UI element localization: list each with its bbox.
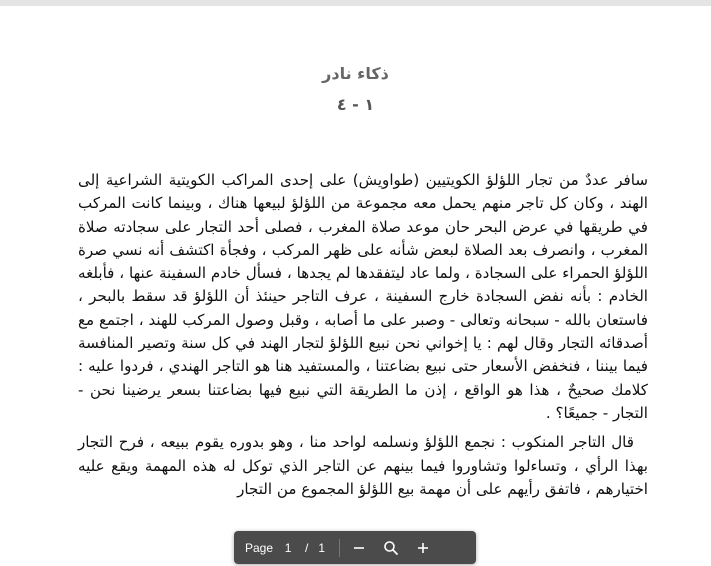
page-toolbar <box>234 531 476 564</box>
page-label: Page <box>245 540 274 555</box>
zoom-out-button[interactable] <box>346 535 372 561</box>
document-title: ذكاء نادر <box>322 64 389 83</box>
zoom-in-icon <box>416 541 430 555</box>
toolbar-divider <box>339 539 340 557</box>
page-separator: / <box>305 540 309 555</box>
total-pages: 1 <box>318 540 326 555</box>
zoom-reset-icon <box>383 540 399 556</box>
page-number-input[interactable] <box>281 539 295 557</box>
document-page <box>0 6 711 566</box>
zoom-in-button[interactable] <box>410 535 436 561</box>
document-subtitle: ١ - ٤ <box>336 95 375 114</box>
zoom-out-icon <box>352 541 366 555</box>
paragraph: سافر عددٌ من تجار اللؤلؤ الكويتيين (طواويش) على إحدى المراكب الكويتية الشراعية إلى الهند ، وكان كل تاجر منهم يحمل معه مجموعة من اللؤلؤ لبيعها هناك ، وبينما كانت المركب في طريقها في عرض البحر حان موعد صلاة المغرب ، فصلى أحد التجار على سجادته صلاة المغرب ، وانصرف بعد الصلاة لبعض شأنه على ظهر المركب ، وفجأة اكتشف أنه نسي صرة اللؤلؤ الحمراء على السجادة ، ولما عاد ليتفقدها لم يجدها ، فسأل خادم السفينة عنها ، فأبلغه الخادم : بأنه نفض السجادة خارج السفينة ، عرف التاجر حينئذ أن اللؤلؤ قد سقط بالبحر ، فاستعان بالله - سبحانه وتعالى - وصبر على ما أصابه ، وقبل وصول المركب للهند ، اجتمع مع أصدقائه التجار وقال لهم : يا إخواني نحن نبيع اللؤلؤ لتجار الهند في كل سنة وتصير المنافسة فيما بيننا ، فنخفض الأسعار حتى نبيع بضاعتنا ، والمستفيد هنا هو التاجر الهندي ، فردوا عليه : كلامك صحيحٌ ، هذا هو الواقع ، إذن ما الطريقة التي نبيع فيها بضاعتنا بسعر يرضينا نحن - التجار - جميعًا؟ . <box>78 171 648 422</box>
paragraph: قال التاجر المنكوب : نجمع اللؤلؤ ونسلمه لواحد منا ، وهو بدوره يقوم ببيعه ، فرح التجار بهذا الرأي ، وتساءلوا وتشاوروا فيما بينهم عن التاجر الذي توكل له هذه المهمة ويقع عليه اختيارهم ، فاتفق رأيهم على أن مهمة بيع اللؤلؤ المجموع من التجار <box>78 433 648 498</box>
document-body <box>78 169 648 501</box>
zoom-reset-button[interactable] <box>378 535 404 561</box>
